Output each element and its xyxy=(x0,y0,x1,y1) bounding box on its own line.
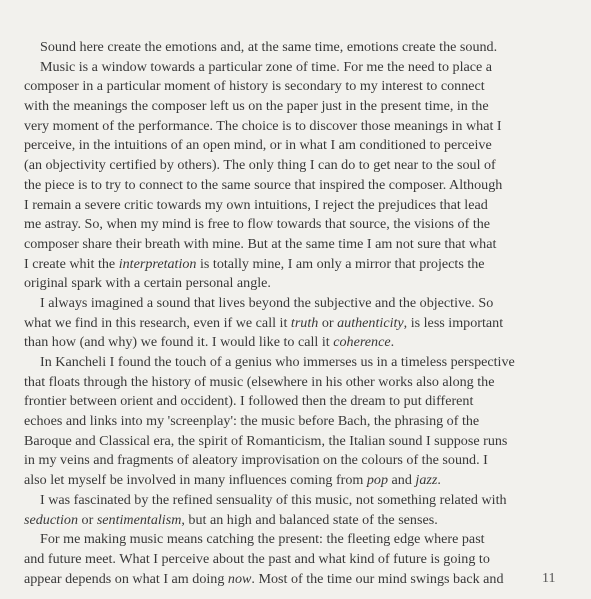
text-line xyxy=(24,235,572,255)
text-line xyxy=(24,392,572,412)
text-line xyxy=(24,314,572,334)
text-run: I remain a severe critic towards my own intuitions, I reject the prejudices that lead xyxy=(24,196,488,213)
text-run: or xyxy=(318,314,338,331)
text-run: in my veins and fragments of aleatory improvisation on the colours of the sound. I xyxy=(24,452,488,469)
text-run: what we find in this research, even if we call it xyxy=(24,314,291,331)
text-line xyxy=(24,97,572,117)
text-run: I create whit the xyxy=(24,255,119,272)
text-run: . xyxy=(437,472,441,489)
body-text xyxy=(24,38,572,589)
text-run: Music is a window towards a particular zone of time. For me the need to place a xyxy=(40,58,493,75)
text-run: and future meet. What I perceive about the past and what kind of future is going to xyxy=(24,550,490,567)
text-run: the piece is to try to connect to the same source that inspired the composer. Although xyxy=(24,176,503,193)
text-line xyxy=(24,451,572,471)
text-run: that floats through the history of music (elsewhere in his other works also along the xyxy=(24,373,495,390)
text-run: composer share their breath with mine. But at the same time I am not sure that what xyxy=(24,235,497,252)
italic-text: truth xyxy=(290,314,319,331)
text-run: I was fascinated by the refined sensuality of this music, not something related with xyxy=(40,491,507,508)
italic-text: pop xyxy=(366,472,389,489)
text-line xyxy=(24,491,572,511)
text-run: with the meanings the composer left us on the paper just in the present time, in the xyxy=(24,98,489,115)
text-line xyxy=(24,570,572,590)
text-run: or xyxy=(78,511,97,528)
italic-text: coherence xyxy=(333,334,391,351)
text-run: and xyxy=(388,472,416,489)
text-line xyxy=(24,511,572,531)
text-run: echoes and links into my 'screenplay': the music before Bach, the phrasing of the xyxy=(24,413,480,430)
text-run: In Kancheli I found the touch of a genius who immerses us in a timeless perspective xyxy=(40,354,515,370)
text-run: frontier between orient and occident). I followed then the dream to put different xyxy=(24,393,474,410)
text-run: appear depends on what I am doing xyxy=(24,570,228,587)
text-run: original spark with a certain personal angle. xyxy=(24,275,271,292)
text-run: I always imagined a sound that lives beyond the subjective and the objective. So xyxy=(40,294,494,311)
text-line xyxy=(24,274,572,294)
italic-text: jazz xyxy=(415,472,438,489)
text-line xyxy=(24,471,572,491)
text-line xyxy=(24,136,572,156)
text-line xyxy=(24,156,572,176)
text-line xyxy=(24,412,572,432)
italic-text: interpretation xyxy=(118,255,197,272)
text-run: Baroque and Classical era, the spirit of Romanticism, the Italian sound I suppose runs xyxy=(24,432,508,449)
text-line xyxy=(24,373,572,393)
text-line xyxy=(24,176,572,196)
text-line xyxy=(24,550,572,570)
text-run: . xyxy=(390,334,395,351)
text-line xyxy=(24,215,572,235)
italic-text: seduction xyxy=(24,511,79,528)
italic-text: authenticity xyxy=(337,314,404,331)
text-run: , is less important xyxy=(403,314,504,331)
text-line xyxy=(24,117,572,137)
text-run: composer in a particular moment of history is secondary to my interest to connect xyxy=(24,78,485,95)
text-run: than how (and why) we found it. I would like to call it xyxy=(24,334,334,351)
italic-text: sentimentalism xyxy=(96,511,182,528)
text-line xyxy=(24,530,572,550)
text-run: Sound here create the emotions and, at the same time, emotions create the sound. xyxy=(40,39,498,55)
page-number: 11 xyxy=(542,571,556,586)
text-line xyxy=(24,432,572,452)
text-run: very moment of the performance. The choice is to discover those meanings in what I xyxy=(24,117,502,134)
italic-text: now xyxy=(227,570,252,587)
text-line xyxy=(24,58,572,78)
text-run: (an objectivity certified by others). The only thing I can do to get near to the soul of xyxy=(24,157,496,174)
text-line xyxy=(24,196,572,216)
text-line xyxy=(24,77,572,97)
text-run: me astray. So, when my mind is free to flow towards that source, the visions of the xyxy=(24,216,491,233)
text-run: perceive, in the intuitions of an open mind, or in what I am conditioned to perceive xyxy=(24,137,492,154)
text-run: also let myself be involved in many influences coming from xyxy=(24,472,367,489)
text-run: is totally mine, I am only a mirror that projects the xyxy=(196,255,485,272)
text-line xyxy=(24,333,572,353)
text-run: For me making music means catching the present: the fleeting edge where past xyxy=(40,531,485,548)
text-run: . Most of the time our mind swings back and xyxy=(251,570,504,587)
text-line xyxy=(24,294,572,314)
text-line xyxy=(24,255,572,275)
text-line xyxy=(24,353,572,373)
text-run: , but an high and balanced state of the senses. xyxy=(181,511,438,528)
text-line xyxy=(24,38,572,58)
